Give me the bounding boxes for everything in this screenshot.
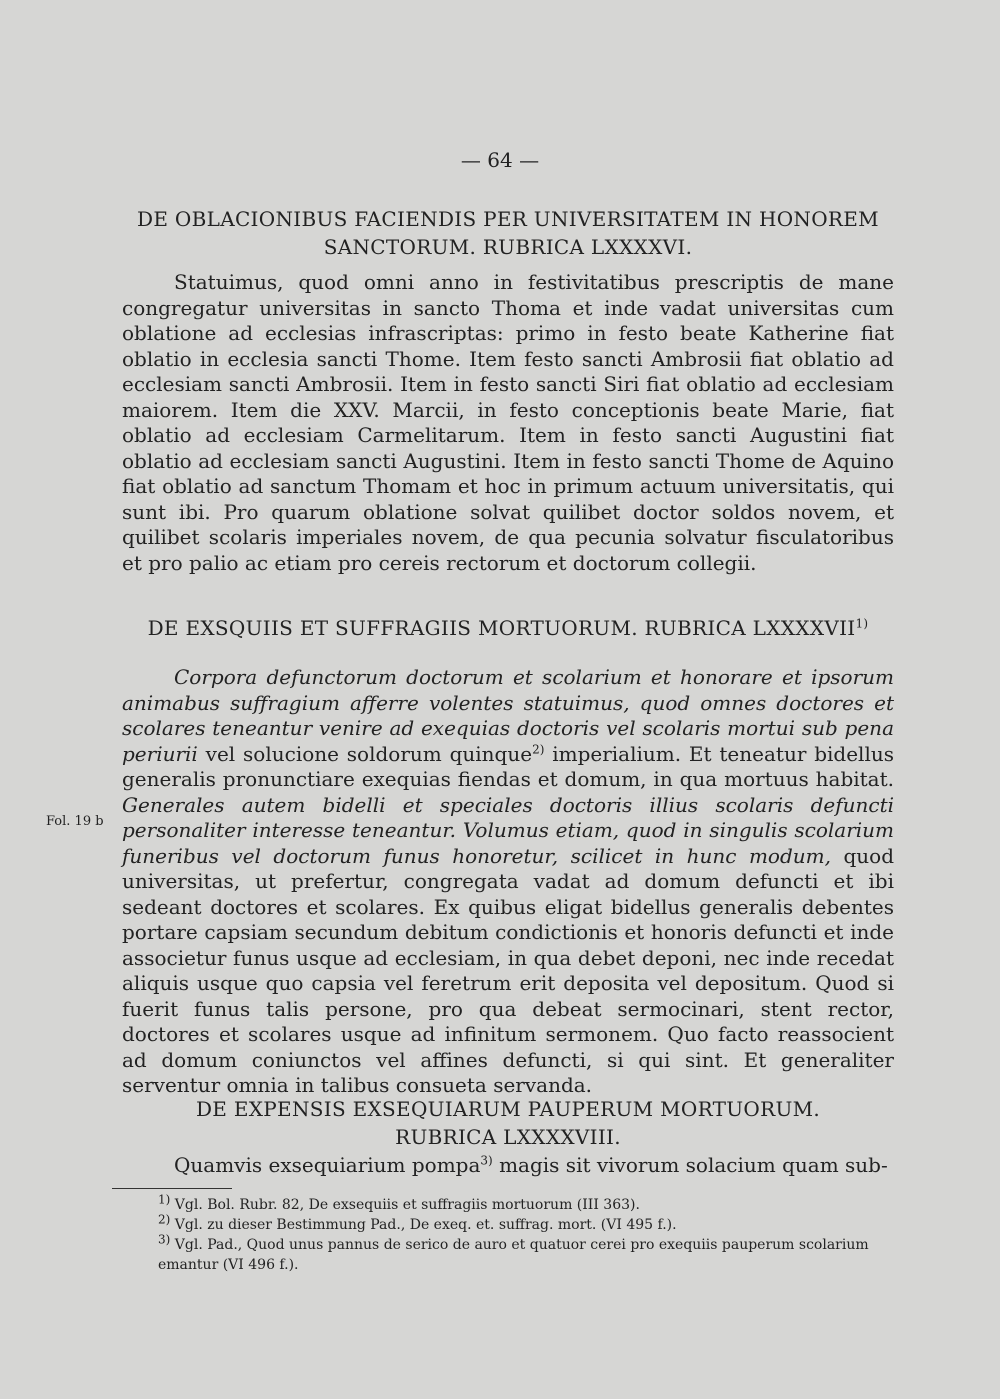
paragraph [122,665,894,1099]
footnote-mark: 2) [158,1212,171,1227]
section-title-text: DE EXSQUIIS ET SUFFRAGIIS MORTUORUM. RUBRICA LXXXXVII [147,616,856,640]
section-body-expensis [122,1153,894,1179]
footnote [112,1192,892,1215]
footnote-mark: 1) [158,1192,171,1207]
section-title-line2: RUBRICA LXXXXVIII. [395,1125,621,1149]
footnote-text: Vgl. Bol. Rubr. 82, De exsequiis et suffragiis mortuorum (III 363). [174,1197,640,1213]
footnote-divider [112,1188,232,1189]
section-title-exsquiis [122,614,894,642]
roman-text: magis sit vivorum solacium quam sub- [492,1153,888,1177]
footnote-text: Vgl. zu dieser Bestimmung Pad., De exeq. et. suffrag. mort. (VI 495 f.). [174,1217,677,1233]
roman-text: imperialium. Et teneatur bidellus generalis pronunctiare exequias fiendas et domum, in qua mortuus habitat. [122,741,894,791]
footnote [112,1212,892,1235]
footnote-ref: 2) [532,741,545,756]
italic-text: Corpora defunctorum doctorum et scolarium et honorare et ipsorum animabus suffragium afferre volentes statuimus, quod omnes doctores et scolares teneantur venire ad exequias doctoris vel scolaris mortui sub pena periurii [122,665,894,766]
section-body-oblacionibus [122,270,894,576]
section-body-exsquiis [122,665,894,1099]
page-number: — 64 — [460,148,540,172]
section-title-line1: DE OBLACIONIBUS FACIENDIS PER UNIVERSITATEM IN HONOREM [137,207,879,231]
section-title-line2: SANCTORUM. RUBRICA LXXXXVI. [323,235,693,259]
footnote [112,1232,892,1275]
section-title-oblacionibus [122,205,894,261]
footnotes [112,1192,892,1275]
footnote-text: Vgl. Pad., Quod unus pannus de serico de auro et quatuor cerei pro exequiis pauperum scolarium emantur (VI 496 f.). [158,1237,869,1273]
roman-text: quod universitas, ut prefertur, congregata vadat ad domum defuncti et ibi sedeant doctores et scolares. Ex quibus eligat bidellus generalis debentes portare capsiam secundum debitum condictionis et honoris defuncti et inde associetur funus usque ad ecclesiam, in qua debet deponi, nec inde recedat aliquis usque quo capsia vel feretrum erit deposita vel depositum. Quod si fuerit funus talis persone, pro qua debeat sermocinari, stent rector, doctores et scolares usque ad infinitum sermonem. Quo facto reassocient ad domum coniunctos vel affines defuncti, si qui sint. Et generaliter serventur omnia in talibus consueta servanda. [122,843,895,1097]
footnote-mark: 3) [158,1232,171,1247]
paragraph [122,1153,894,1179]
footnote-ref: 3) [480,1153,493,1168]
italic-text: Generales autem bidelli et speciales doctoris illius scolaris defuncti personaliter interesse teneantur. Volumus etiam, quod in singulis scolarium funeribus vel doctorum funus honoretur, scilicet in hunc modum, [122,792,894,868]
section-title-line1: DE EXPENSIS EXSEQUIARUM PAUPERUM MORTUORUM. [195,1097,821,1121]
marginal-folio-note: Fol. 19 b [46,814,104,829]
footnote-ref: 1) [855,616,869,631]
roman-text: vel solucione soldorum quinque [197,741,533,766]
roman-text: Quamvis exsequiarium pompa [174,1153,481,1177]
section-title-expensis [122,1095,894,1151]
paragraph: Statuimus, quod omni anno in festivitatibus prescriptis de mane congregatur universitas in sancto Thoma et inde vadat universitas cum oblatione ad ecclesias infrascriptas: primo in festo beate Katherine fiat oblatio in ecclesia sancti Thome. Item festo sancti Ambrosii fiat oblatio ad ecclesiam sancti Ambrosii. Item in festo sancti Siri fiat oblatio ad ecclesiam maiorem. Item die XXV. Marcii, in festo conceptionis beate Marie, fiat oblatio ad ecclesiam Carmelitarum. Item in festo sancti Augustini fiat oblatio ad ecclesiam sancti Augustini. Item in festo sancti Thome de Aquino fiat oblatio ad sanctum Thomam et hoc in primum actuum universitatis, qui sunt ibi. Pro quarum oblatione solvat quilibet doctor soldos novem, et quilibet scolaris imperiales novem, de qua pecunia solvatur fisculatoribus et pro palio ac etiam pro cereis rectorum et doctorum collegii. [122,270,894,575]
